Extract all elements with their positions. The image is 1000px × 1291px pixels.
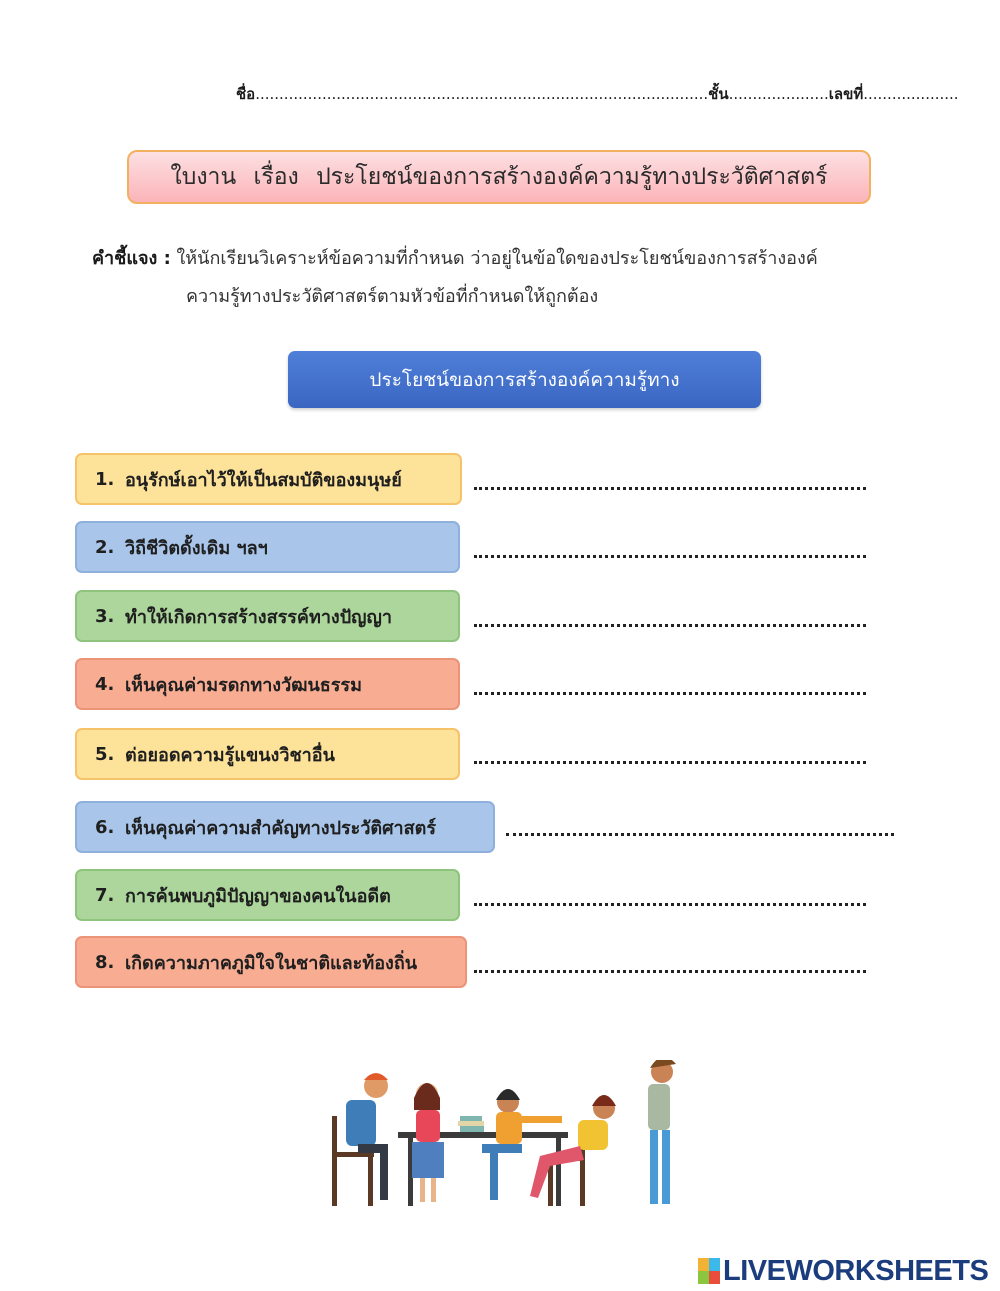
answer-blank-6[interactable] bbox=[506, 833, 894, 836]
item-text: ต่อยอดความรู้แขนงวิชาอื่น bbox=[125, 744, 335, 766]
instructions-label: คำชี้แจง : bbox=[92, 248, 171, 269]
item-number: 6. bbox=[95, 816, 115, 838]
instructions-line-1: ให้นักเรียนวิเคราะห์ข้อความที่กำหนด ว่าอยู่ในข้อใดของประโยชน์ของการสร้างองค์ bbox=[176, 248, 818, 269]
item-6 bbox=[75, 801, 495, 853]
worksheet-title: ใบงาน เรื่อง ประโยชน์ของการสร้างองค์ความรู้ทางประวัติศาสตร์ bbox=[127, 150, 871, 204]
answer-blank-4[interactable] bbox=[474, 692, 866, 695]
student-info-line bbox=[236, 82, 959, 106]
item-number: 4. bbox=[95, 673, 115, 695]
answer-blank-8[interactable] bbox=[474, 970, 866, 973]
class-label: ชั้น bbox=[708, 85, 729, 103]
name-field[interactable]: ............................................................................................... bbox=[255, 85, 709, 103]
item-number: 5. bbox=[95, 743, 115, 765]
item-4 bbox=[75, 658, 460, 710]
answer-blank-1[interactable] bbox=[474, 487, 866, 490]
instructions-line-2: ความรู้ทางประวัติศาสตร์ตามหัวข้อที่กำหนดให้ถูกต้อง bbox=[186, 286, 599, 307]
logo-text: LIVEWORKSHEETS bbox=[723, 1254, 989, 1287]
answer-blank-7[interactable] bbox=[474, 903, 866, 906]
item-1 bbox=[75, 453, 462, 505]
item-8 bbox=[75, 936, 467, 988]
item-number: 3. bbox=[95, 605, 115, 627]
item-2 bbox=[75, 521, 460, 573]
instructions bbox=[92, 240, 912, 316]
item-text: การค้นพบภูมิปัญญาของคนในอดีต bbox=[125, 885, 391, 907]
number-field[interactable]: .................... bbox=[863, 85, 959, 103]
item-5 bbox=[75, 728, 460, 780]
item-text: เห็นคุณค่าความสำคัญทางประวัติศาสตร์ bbox=[125, 817, 437, 839]
item-7 bbox=[75, 869, 460, 921]
item-number: 1. bbox=[95, 468, 115, 490]
liveworksheets-logo bbox=[698, 1254, 988, 1288]
item-number: 7. bbox=[95, 884, 115, 906]
item-text: เห็นคุณค่ามรดกทางวัฒนธรรม bbox=[125, 674, 362, 696]
students-with-phones-illustration bbox=[328, 1060, 700, 1210]
item-3 bbox=[75, 590, 460, 642]
class-field[interactable]: ..................... bbox=[728, 85, 829, 103]
answer-blank-2[interactable] bbox=[474, 555, 866, 558]
item-text: วิถีชีวิตดั้งเดิม ฯลฯ bbox=[125, 537, 268, 559]
number-label: เลขที่ bbox=[828, 85, 864, 103]
logo-mark-icon bbox=[698, 1258, 720, 1284]
section-heading: ประโยชน์ของการสร้างองค์ความรู้ทาง bbox=[288, 351, 761, 408]
item-text: อนุรักษ์เอาไว้ให้เป็นสมบัติของมนุษย์ bbox=[125, 469, 402, 491]
item-text: ทำให้เกิดการสร้างสรรค์ทางปัญญา bbox=[125, 606, 392, 628]
answer-blank-5[interactable] bbox=[474, 761, 866, 764]
item-number: 8. bbox=[95, 951, 115, 973]
answer-blank-3[interactable] bbox=[474, 624, 866, 627]
item-text: เกิดความภาคภูมิใจในชาติและท้องถิ่น bbox=[125, 952, 418, 974]
item-number: 2. bbox=[95, 536, 115, 558]
name-label: ชื่อ bbox=[236, 85, 256, 103]
